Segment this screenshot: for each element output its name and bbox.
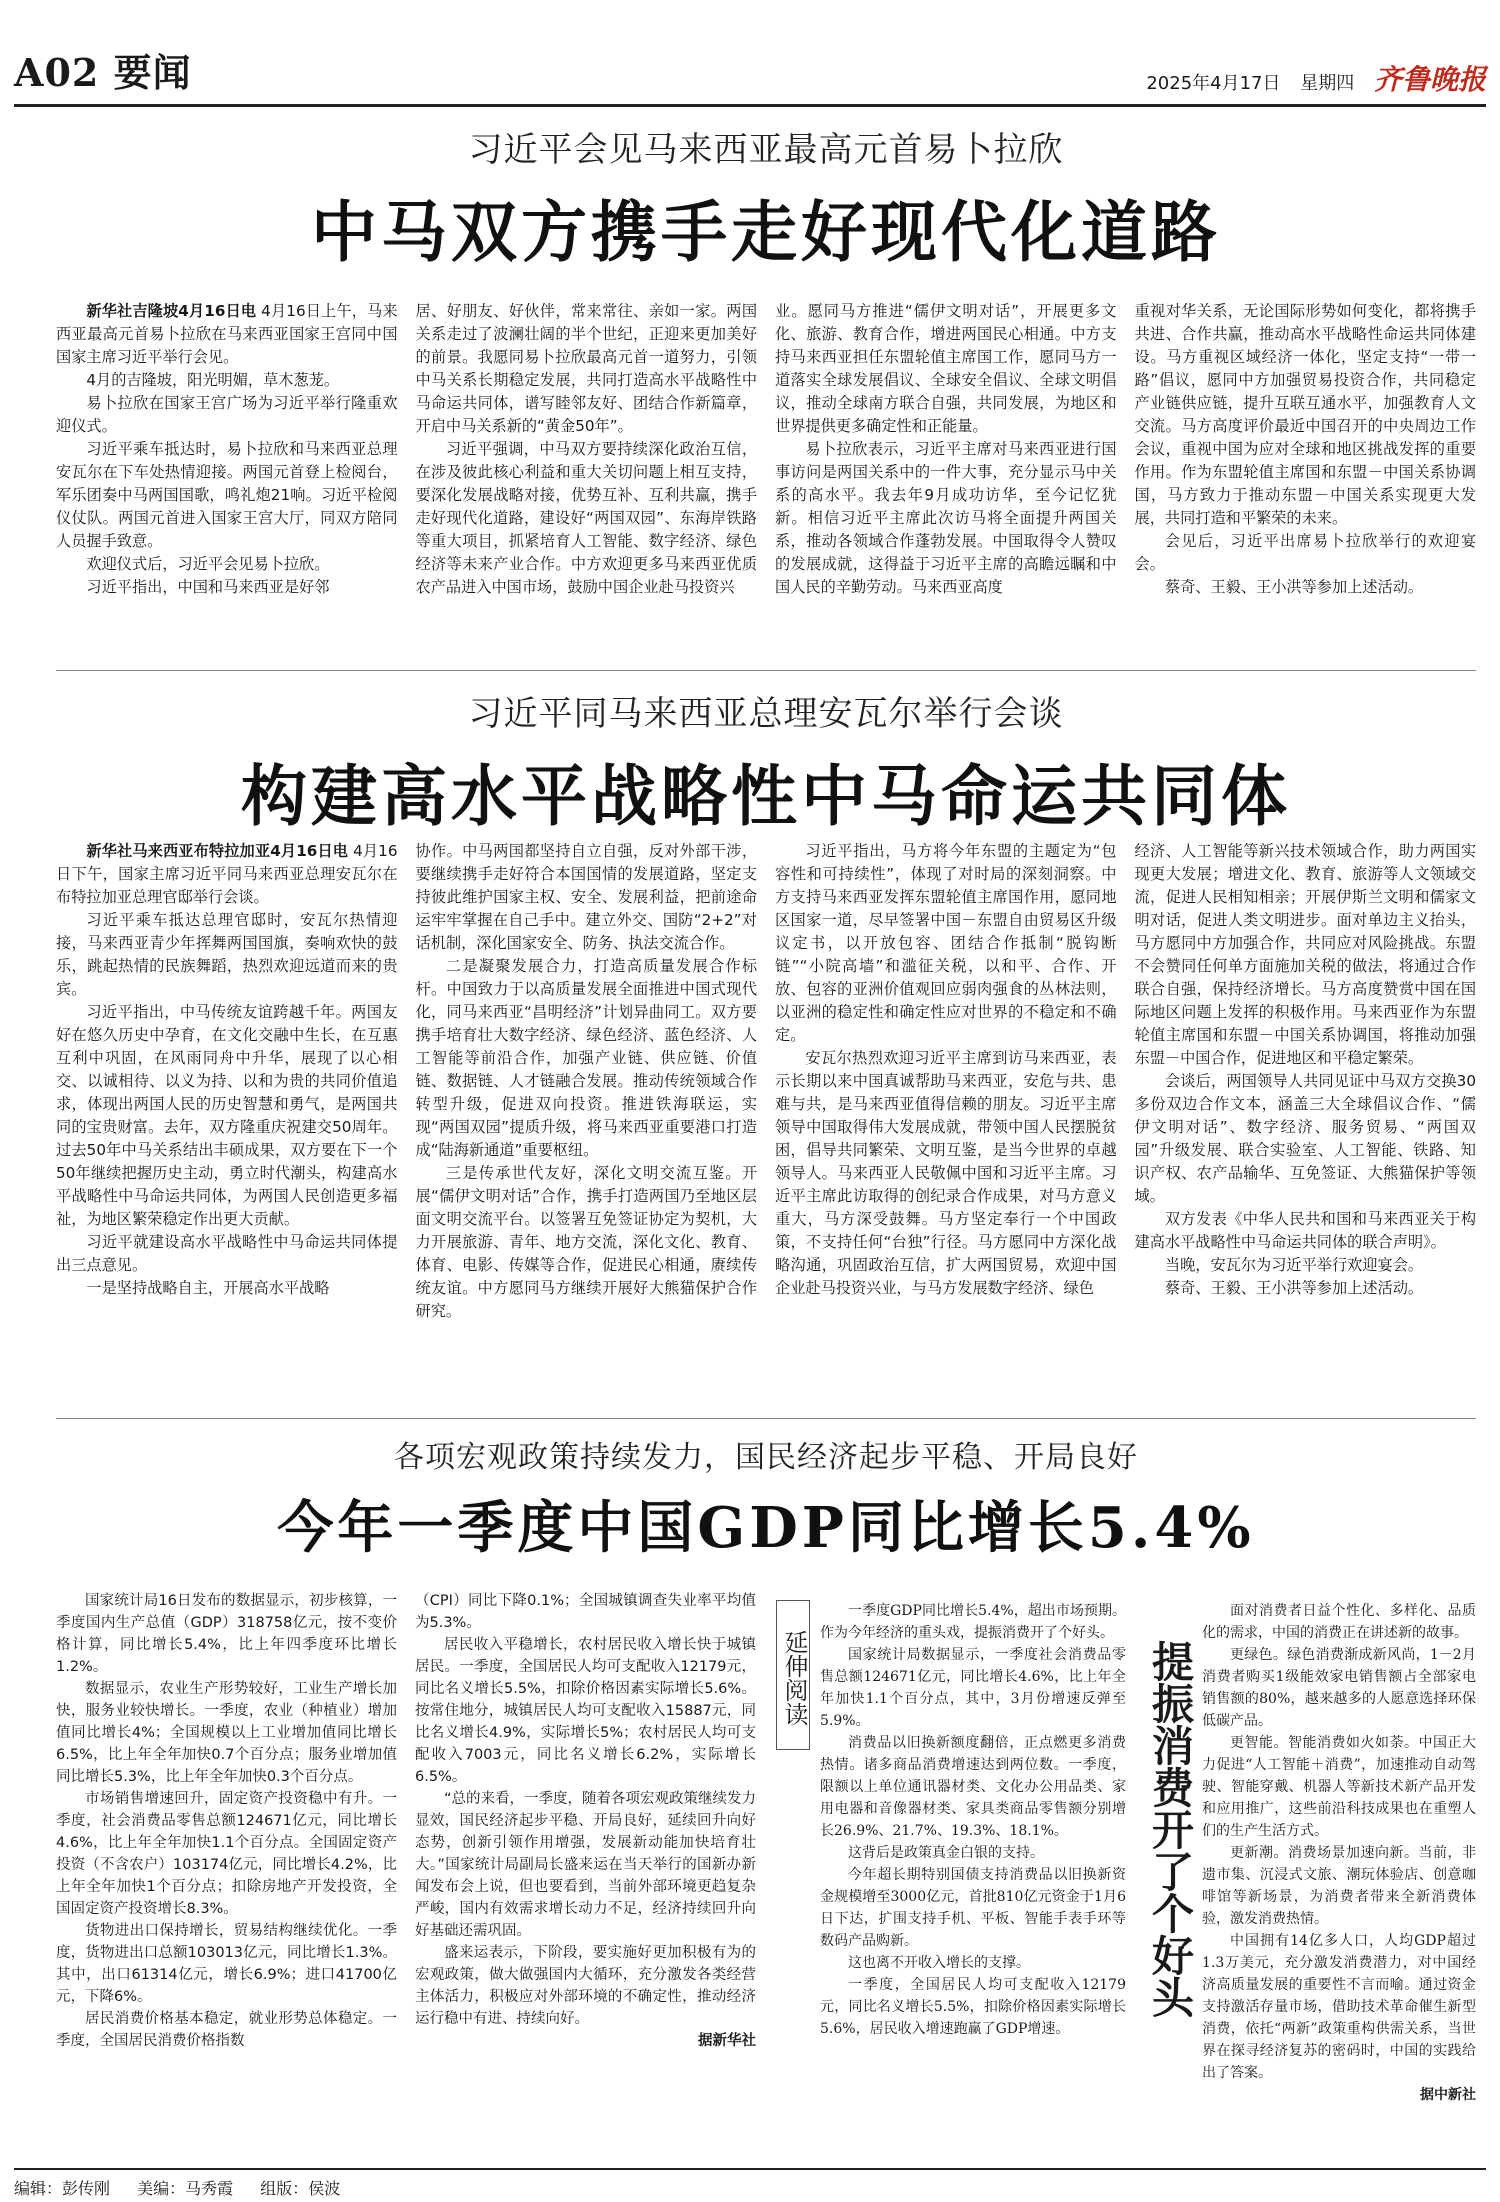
- article1-col-1: [56, 300, 398, 660]
- sidebar-paragraph: 这背后是政策真金白银的支持。: [848, 1845, 1044, 1861]
- article1-col-2: [416, 300, 758, 660]
- article2-col-4: [1135, 840, 1477, 1408]
- sidebar-paragraph: 这也离不开收入增长的支撑。: [848, 1955, 1030, 1971]
- article2-paragraph: 习近平就建设高水平战略性中马命运共同体提出三点意见。: [56, 1233, 398, 1274]
- article2-col-3: [775, 840, 1117, 1408]
- article3-paragraph: 盛来运表示，下阶段，要实施好更加积极有为的宏观政策，做大做强国内大循环，充分激发各类经营主体活力，积极应对外部环境的不确定性，推动经济运行稳中有进、持续向好。: [415, 1945, 756, 2027]
- article3-paragraph: 居民消费价格基本稳定，就业形势总体稳定。一季度，全国居民消费价格指数: [56, 2011, 397, 2049]
- article2-paragraph: 习近平乘车抵达总理官邸时，安瓦尔热情迎接，马来西亚青少年挥舞两国国旗，奏响欢快的鼓乐，跳起热情的民族舞蹈，热烈欢迎远道而来的贵宾。: [56, 911, 398, 998]
- sidebar-paragraph: 更智能。智能消费如火如荼。中国正大力促进“人工智能＋消费”，加速推动自动驾驶、智能穿戴、机器人等新技术新产品开发和应用推广，这些前沿科技成果也在重塑人们的生产生活方式。: [1202, 1735, 1476, 1839]
- masthead-meta: [1132, 58, 1486, 98]
- article2-col-2: [416, 840, 758, 1408]
- article2-paragraph: 4月16日下午，国家主席习近平同马来西亚总理安瓦尔在布特拉加亚总理官邸举行会谈。: [56, 842, 398, 906]
- footer-art-editor: 美编：马秀霞: [137, 2179, 234, 2198]
- article3-paragraph: 国家统计局16日发布的数据显示，初步核算，一季度国内生产总值（GDP）318758亿元，按不变价格计算，同比增长5.4%，比上年四季度环比增长1.2%。: [56, 1593, 397, 1675]
- article1-paragraph: 业。愿同马方推进“儒伊文明对话”，开展更多文化、旅游、教育合作，增进两国民心相通。中方支持马来西亚担任东盟轮值主席国工作，愿同马方一道落实全球发展倡议、全球安全倡议、全球文明倡议，推动全球南方联合自强，共同发展，为地区和世界提供更多确定性和正能量。: [775, 302, 1117, 435]
- article2-dateline: 新华社马来西亚布特拉加亚4月16日电: [86, 842, 349, 860]
- article2-heading: [56, 686, 1476, 838]
- footer-layout-editor: 组版：侯波: [260, 2179, 341, 2198]
- article3-paragraph: 数据显示，农业生产形势较好，工业生产增长加快，服务业较快增长。一季度，农业（种植业）增加值同比增长4%；全国规模以上工业增加值同比增长6.5%，比上年全年加快0.7个百分点；服务业增加值同比增长5.3%，比上年全年加快0.3个百分点。: [56, 1681, 397, 1785]
- article1-paragraph: 重视对华关系，无论国际形势如何变化，都将携手共进、合作共赢，推动高水平战略性命运共同体建设。马方重视区域经济一体化，坚定支持“一带一路”倡议，愿同中方加强贸易投资合作，共同稳定产业链供应链，提升互联互通水平，加强教育人文交流。马方高度评价最近中国召开的中央周边工作会议，重视中国为应对全球和地区挑战发挥的重要作用。作为东盟轮值主席国和东盟－中国关系协调国，马方致力于推动东盟－中国关系实现更大发展，共同打造和平繁荣的未来。: [1134, 302, 1476, 527]
- article1-body: [56, 300, 1476, 660]
- article2-col-1: [56, 840, 398, 1408]
- article3-headline: 今年一季度中国GDP同比增长5.4%: [277, 1495, 1255, 1561]
- article3-col-2: [415, 1590, 756, 2160]
- sidebar-paragraph: 国家统计局数据显示，一季度社会消费品零售总额124671亿元，同比增长4.6%，比上年全年加快1.1个百分点，其中，3月份增速反弹至5.9%。: [820, 1647, 1126, 1729]
- article3-paragraph: （CPI）同比下降0.1%；全国城镇调查失业率平均值为5.3%。: [415, 1593, 756, 1631]
- article3-body: [56, 1590, 756, 2160]
- article2-paragraph: 习近平指出，马方将今年东盟的主题定为“包容性和可持续性”，体现了对时局的深刻洞察。中方支持马来西亚发挥东盟轮值主席国作用，愿同地区国家一道，尽早签署中国－东盟自由贸易区升级议定书，以开放包容、团结合作抵制“脱钩断链”“小院高墙”和滥征关税，以和平、合作、开放、包容的亚洲价值观回应弱肉强食的丛林法则，以亚洲的稳定性和确定性应对世界的不稳定和不确定。: [775, 842, 1117, 1044]
- sidebar-paragraph: 一季度，全国居民人均可支配收入12179元，同比名义增长5.5%，扣除价格因素实际增长5.6%，居民收入增速跑赢了GDP增速。: [820, 1977, 1126, 2037]
- sidebar-paragraph: 一季度GDP同比增长5.4%，超出市场预期。作为今年经济的重头戏，提振消费开了个好头。: [820, 1603, 1126, 1641]
- article1-paragraph: 易卜拉欣在国家王宫广场为习近平举行隆重欢迎仪式。: [56, 394, 398, 435]
- article3-heading: [56, 1432, 1476, 1564]
- article1-paragraph: 习近平乘车抵达时，易卜拉欣和马来西亚总理安瓦尔在下车处热情迎接。两国元首登上检阅台，军乐团奏中马两国国歌，鸣礼炮21响。习近平检阅仪仗队。两国元首进入国家王宫大厅，同双方陪同人员握手致意。: [56, 440, 398, 550]
- article2-paragraph: 经济、人工智能等新兴技术领域合作，助力两国实现更大发展；增进文化、教育、旅游等人文领域交流，促进人民相知相亲；开展伊斯兰文明和儒家文明对话，促进人类文明进步。面对单边主义抬头，马方愿同中方加强合作，共同应对风险挑战。东盟不会赞同任何单方面施加关税的做法，将通过合作联合自强，保持经济增长。马方高度赞赏中国在国际地区问题上发挥的积极作用。马来西亚作为东盟轮值主席国和东盟－中国关系协调国，将推动加强东盟－中国合作，促进地区和平稳定繁荣。: [1134, 842, 1476, 1067]
- article3-paragraph: 居民收入平稳增长，农村居民收入增长快于城镇居民。一季度，全国居民人均可支配收入12179元，同比名义增长5.5%，扣除价格因素实际增长5.6%。按常住地分，城镇居民人均可支配收入15887元，同比名义增长4.9%，实际增长5%；农村居民人均可支配收入7003元，同比名义增长6.2%，实际增长6.5%。: [415, 1637, 756, 1785]
- article1-headline: 中马双方携手走好现代化道路: [311, 193, 1221, 271]
- page-label: A02 要闻: [14, 50, 192, 95]
- sidebar-tag: 延伸阅读: [776, 1600, 810, 1750]
- article1-heading: [56, 122, 1476, 274]
- sidebar-paragraph: 更新潮。消费场景加速向新。当前，非遗市集、沉浸式文旅、潮玩体验店、创意咖啡馆等新场景，为消费者带来全新消费体验，激发消费热情。: [1202, 1845, 1476, 1927]
- footer-editor: 编辑：彭传刚: [14, 2179, 111, 2198]
- article1-paragraph: 易卜拉欣表示，习近平主席对马来西亚进行国事访问是两国关系中的一件大事，充分显示马中关系的高水平。我去年9月成功访华，至今记忆犹新。相信习近平主席此次访马将全面提升两国关系，推动各领域合作蓬勃发展。中国取得令人赞叹的发展成就，这得益于习近平主席的高瞻远瞩和中国人民的辛勤劳动。马来西亚高度: [775, 440, 1117, 596]
- sidebar-paragraph: 中国拥有14亿多人口，人均GDP超过1.3万美元，充分激发消费潜力，对中国经济高质量发展的重要性不言而喻。通过资金支持激活存量市场，借助技术革命催生新型消费，依托“两新”政策重构供需关系，当世界在探寻经济复苏的密码时，中国的实践给出了答案。: [1202, 1933, 1476, 2081]
- article1-paragraph: 欢迎仪式后，习近平会见易卜拉欣。: [86, 555, 330, 573]
- section-divider: [56, 670, 1476, 671]
- article2-paragraph: 习近平指出，中马传统友谊跨越千年。两国友好在悠久历史中孕育，在文化交融中生长，在互惠互利中巩固，在风雨同舟中升华，展现了以心相交、以诚相待、以义为持、以和为贵的共同价值追求，体现出两国人民的历史智慧和勇气，是两国共同的宝贵财富。去年，双方隆重庆祝建交50周年。过去50年中马关系结出丰硕成果，双方要在下一个50年继续把握历史主动，勇立时代潮头，构建高水平战略性中马命运共同体，为两国人民创造更多福祉，为地区繁荣稳定作出更大贡献。: [56, 1003, 398, 1228]
- sidebar-extended-reading: [776, 1600, 1476, 2160]
- section-divider: [56, 1418, 1476, 1419]
- article1-paragraph: 蔡奇、王毅、王小洪等参加上述活动。: [1164, 578, 1424, 596]
- article1-col-4: [1135, 300, 1477, 660]
- article2-paragraph: 二是凝聚发展合力，打造高质量发展合作标杆。中国致力于以高质量发展全面推进中国式现代化，同马来西亚“昌明经济”计划异曲同工。双方要携手培育壮大数字经济、绿色经济、蓝色经济、人工智能等前沿合作，加强产业链、供应链、价值链、数据链、人才链融合发展。推动传统领域合作转型升级，促进双向投资。推进铁海联运，实现“两国双园”提质升级，将马来西亚重要港口打造成“陆海新通道”重要枢纽。: [415, 957, 757, 1159]
- article2-paragraph: 当晚，安瓦尔为习近平举行欢迎宴会。: [1164, 1256, 1424, 1274]
- sidebar-col-2: [1202, 1600, 1476, 2160]
- article3-paragraph: 货物进出口保持增长，贸易结构继续优化。一季度，货物进出口总额103013亿元，同比增长1.3%。其中，出口61314亿元，增长6.9%；进口41700亿元，下降6%。: [56, 1923, 397, 2005]
- paper-logo: 齐鲁晚报: [1373, 63, 1486, 96]
- article2-paragraph: 三是传承世代友好，深化文明交流互鉴。开展“儒伊文明对话”合作，携手打造两国乃至地区层面文明交流平台。以签署互免签证协定为契机，大力开展旅游、青年、地方交流，深化文化、教育、体育、电影、传媒等合作，促进民心相通，赓续传统友谊。中方愿同马方继续开展好大熊猫保护合作研究。: [415, 1164, 757, 1320]
- sidebar-col-1: [820, 1600, 1126, 2160]
- article3-paragraph: “总的来看，一季度，随着各项宏观政策继续发力显效，国民经济起步平稳、开局良好，延续回升向好态势，创新引领作用增强，发展新动能加快培育壮大。”国家统计局副局长盛来运在当天举行的国新办新闻发布会上说，但也要看到，当前外部环境更趋复杂严峻，国内有效需求增长动力不足，经济持续回升向好基础还需巩固。: [415, 1791, 756, 1939]
- article2-paragraph: 会谈后，两国领导人共同见证中马双方交换30多份双边合作文本，涵盖三大全球倡议合作、“儒伊文明对话”、数字经济、服务贸易、“两国双园”升级发展、联合实验室、人工智能、铁路、知识产权、农产品输华、互免签证、大熊猫保护等领域。: [1134, 1072, 1476, 1205]
- masthead: [14, 40, 1486, 107]
- article2-paragraph: 一是坚持战略自主，开展高水平战略: [86, 1279, 330, 1297]
- article2-subtitle: 习近平同马来西亚总理安瓦尔举行会谈: [468, 694, 1064, 734]
- sidebar-paragraph: 面对消费者日益个性化、多样化、品质化的需求，中国的消费正在讲述新的故事。: [1202, 1603, 1476, 1641]
- article1-col-3: [775, 300, 1117, 660]
- article1-dateline: 新华社吉隆坡4月16日电: [86, 302, 257, 320]
- article1-paragraph: 4月的吉隆坡，阳光明媚，草木葱茏。: [86, 371, 340, 389]
- article1-paragraph: 习近平强调，中马双方要持续深化政治互信，在涉及彼此核心利益和重大关切问题上相互支持，要深化发展战略对接，优势互补、互利共赢，携手走好现代化道路，建设好“两国双园”、东海岸铁路等重大项目，抓紧培育人工智能、数字经济、绿色经济等未来产业合作。中方欢迎更多马来西亚优质农产品进入中国市场，鼓励中国企业赴马投资兴: [415, 440, 757, 596]
- article1-subtitle: 习近平会见马来西亚最高元首易卜拉欣: [468, 130, 1064, 170]
- article2-headline: 构建高水平战略性中马命运共同体: [241, 757, 1291, 835]
- article2-paragraph: 协作。中马两国都坚持自立自强，反对外部干涉，要继续携手走好符合本国国情的发展道路，坚定支持彼此维护国家主权、安全、发展利益，把前途命运牢牢掌握在自己手中。建立外交、国防“2+2”对话机制，深化国家安全、防务、执法交流合作。: [415, 842, 757, 952]
- article3-col-1: [56, 1590, 397, 2160]
- issue-weekday: 星期四: [1300, 73, 1355, 94]
- issue-date: 2025年4月17日: [1146, 73, 1281, 94]
- article2-paragraph: 蔡奇、王毅、王小洪等参加上述活动。: [1164, 1279, 1424, 1297]
- sidebar-paragraph: 消费品以旧换新额度翻倍，正点燃更多消费热情。诸多商品消费增速达到两位数。一季度，限额以上单位通讯器材类、文化办公用品类、家用电器和音像器材类、家具类商品零售额分别增长26.9%、21.7%、19.3%、18.1%。: [820, 1735, 1126, 1839]
- article2-paragraph: 安瓦尔热烈欢迎习近平主席到访马来西亚，表示长期以来中国真诚帮助马来西亚，安危与共、患难与共，是马来西亚值得信赖的朋友。习近平主席领导中国取得伟大发展成就，带领中国人民摆脱贫困，倡导共同繁荣、文明互鉴，是当今世界的卓越领导人。马来西亚人民敬佩中国和习近平主席。习近平主席此访取得的创纪录合作成果，对马方意义重大，马方深受鼓舞。马方坚定奉行一个中国政策，不支持任何“台独”行径。马方愿同中方深化战略沟通，巩固政治互信，扩大两国贸易，欢迎中国企业赴马投资兴业，与马方发展数字经济、绿色: [775, 1049, 1117, 1297]
- article1-paragraph: 居、好朋友、好伙伴，常来常往、亲如一家。两国关系走过了波澜壮阔的半个世纪，正迎来更加美好的前景。我愿同易卜拉欣最高元首一道努力，引领中马关系长期稳定发展，共同打造高水平战略性中马命运共同体，谱写睦邻友好、团结合作新篇章，开启中马关系新的“黄金50年”。: [415, 302, 757, 435]
- article3-paragraph: 市场销售增速回升，固定资产投资稳中有升。一季度，社会消费品零售总额124671亿元，同比增长4.6%，比上年全年加快1.1个百分点。全国固定资产投资（不含农户）103174亿元，同比增长4.2%，比上年全年加快1个百分点；扣除房地产开发投资，全国固定资产投资增长8.3%。: [56, 1791, 397, 1917]
- sidebar-source: 据中新社: [1420, 2087, 1476, 2103]
- article2-paragraph: 双方发表《中华人民共和国和马来西亚关于构建高水平战略性中马命运共同体的联合声明》。: [1134, 1210, 1476, 1251]
- sidebar-title: 提振消费开了个好头: [1146, 1640, 1195, 2018]
- article1-paragraph: 会见后，习近平出席易卜拉欣举行的欢迎宴会。: [1134, 532, 1476, 573]
- page-footer: [14, 2168, 1486, 2199]
- article2-body: [56, 840, 1476, 1408]
- article3-source: 据新华社: [698, 2033, 756, 2049]
- sidebar-paragraph: 今年超长期特别国债支持消费品以旧换新资金规模增至3000亿元，首批810亿元资金于1月6日下达，扩围支持手机、平板、智能手表手环等数码产品购新。: [820, 1867, 1126, 1949]
- article1-paragraph: 习近平指出，中国和马来西亚是好邻: [86, 578, 330, 596]
- sidebar-paragraph: 更绿色。绿色消费渐成新风尚，1－2月消费者购买1级能效家电销售额占全部家电销售额的80%，越来越多的人愿意选择环保低碳产品。: [1202, 1647, 1476, 1729]
- article1-paragraph: 4月16日上午，马来西亚最高元首易卜拉欣在马来西亚国家王宫同中国国家主席习近平举行会见。: [56, 302, 398, 366]
- article3-subtitle: 各项宏观政策持续发力，国民经济起步平稳、开局良好: [394, 1440, 1138, 1475]
